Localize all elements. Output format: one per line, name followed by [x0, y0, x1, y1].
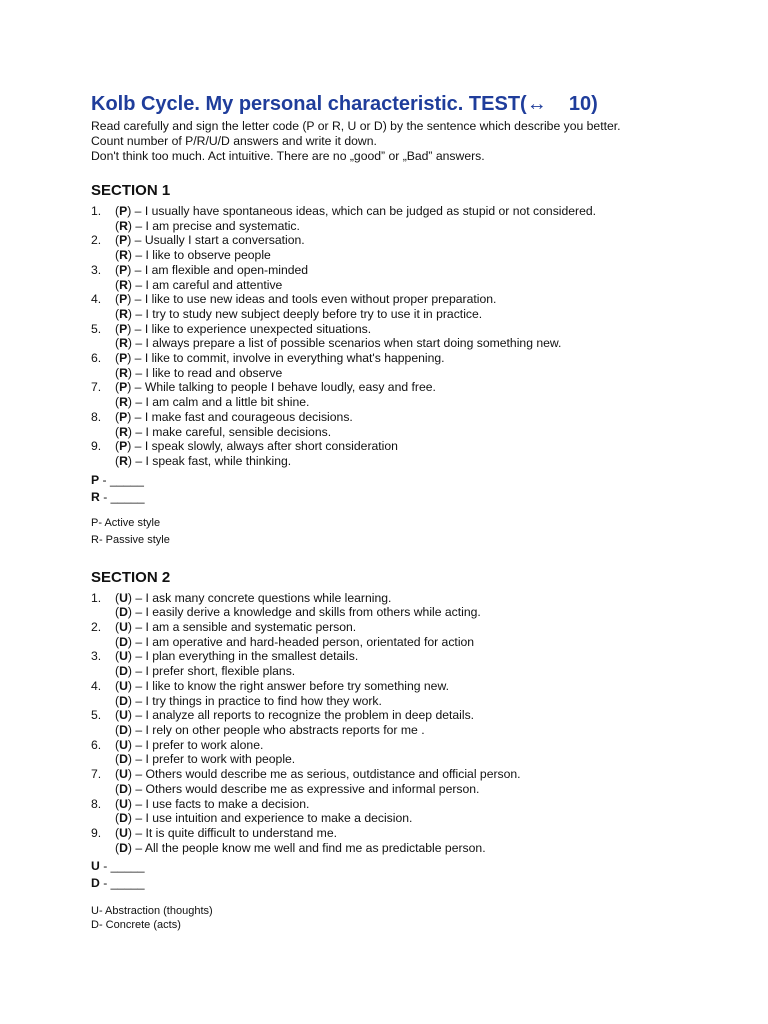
question-item — [91, 351, 751, 380]
tally-letter: U — [91, 859, 100, 874]
question-item — [91, 439, 751, 468]
answer-text: I speak fast, while thinking. — [145, 453, 292, 468]
answer-code: D — [119, 840, 128, 855]
answer-code: U — [119, 649, 128, 664]
question-number: 1. — [91, 204, 102, 218]
answer-option-second: (R) – I am calm and a little bit shine. — [115, 395, 310, 410]
answer-option-first: (P) – I like to experience unexpected situations. — [115, 321, 372, 336]
answer-option-first: (P) – I speak slowly, always after short consideration — [115, 439, 398, 454]
question-item — [91, 826, 751, 855]
answer-text: I prefer to work with people. — [145, 752, 296, 767]
answer-option-first: (P) – While talking to people I behave loudly, easy and free. — [115, 380, 436, 395]
question-item — [91, 380, 751, 409]
answer-option-second: (D) – I easily derive a knowledge and skills from others while acting. — [115, 605, 481, 620]
answer-text: I analyze all reports to recognize the problem in deep details. — [145, 708, 475, 723]
question-item — [91, 679, 751, 708]
answer-text: All the people know me well and find me as predictable person. — [144, 840, 486, 855]
answer-option-second: (D) – Others would describe me as expressive and informal person. — [115, 781, 480, 796]
answer-code: D — [119, 781, 128, 796]
legend — [91, 515, 751, 549]
answer-code: D — [119, 605, 128, 620]
answer-code: P — [119, 233, 128, 248]
answer-option-second: (D) – I use intuition and experience to make a decision. — [115, 811, 413, 826]
answer-option-first: (U) – Others would describe me as serious, outdistance and official person. — [115, 767, 521, 782]
legend-line: R- Passive style — [91, 533, 170, 546]
question-number: 7. — [91, 380, 102, 395]
tally-blank: - _____ — [99, 472, 144, 487]
answer-text: Others would describe me as serious, outdistance and official person. — [145, 767, 521, 782]
answer-code: U — [119, 737, 128, 752]
question-number: 9. — [91, 439, 102, 454]
answer-text: I usually have spontaneous ideas, which can be judged as stupid or not considered. — [144, 204, 597, 218]
answer-option-second: (D) – All the people know me well and find me as predictable person. — [115, 840, 486, 855]
answer-text: I prefer to work alone. — [145, 737, 264, 752]
answer-text: I speak slowly, always after short consideration — [144, 439, 398, 454]
answer-code: P — [119, 292, 128, 307]
answer-text: I rely on other people who abstracts reports for me . — [145, 722, 425, 737]
answer-option-first: (U) – I am a sensible and systematic person. — [115, 620, 357, 635]
answer-code: P — [119, 409, 128, 424]
tally — [91, 472, 751, 506]
document-title: Kolb Cycle. My personal characteristic. TEST(↔ 10) — [91, 93, 598, 115]
answer-text: I like to commit, involve in everything what's happening. — [144, 351, 445, 366]
answer-code: P — [119, 321, 128, 336]
answer-option-second: (R) – I like to read and observe — [115, 365, 283, 380]
tally-blank: - _____ — [99, 876, 145, 891]
section-heading: SECTION 1 — [91, 182, 171, 199]
question-number: 5. — [91, 708, 102, 723]
instruction-line: Count number of P/R/U/D answers and write it down. — [91, 134, 377, 148]
question-number: 3. — [91, 649, 102, 664]
legend-line: U- Abstraction (thoughts) — [91, 905, 213, 918]
question-number: 2. — [91, 233, 102, 248]
answer-code: R — [119, 395, 128, 410]
question-number: 6. — [91, 737, 102, 752]
answer-text: I always prepare a list of possible scenarios when start doing something new. — [145, 336, 562, 351]
answer-code: R — [119, 277, 128, 292]
question-item — [91, 204, 751, 233]
answer-option-second: (R) – I speak fast, while thinking. — [115, 453, 292, 468]
tally-blank: - _____ — [99, 859, 145, 874]
answer-option-second: (D) – I am operative and hard-headed person, orientated for action — [115, 634, 475, 649]
question-list — [91, 204, 751, 469]
answer-code: U — [119, 590, 128, 605]
question-number: 1. — [91, 590, 102, 605]
answer-text: I like to know the right answer before try something new. — [145, 678, 449, 693]
answer-code: U — [119, 708, 128, 723]
answer-code: P — [119, 351, 128, 366]
answer-option-second: (R) – I am precise and systematic. — [115, 218, 300, 233]
question-number: 4. — [91, 678, 102, 693]
answer-text: I am a sensible and systematic person. — [145, 620, 357, 635]
question-list — [91, 591, 751, 856]
answer-option-first: (U) – I use facts to make a decision. — [115, 796, 310, 811]
answer-code: P — [119, 439, 128, 454]
answer-code: R — [119, 424, 128, 439]
answer-text: Others would describe me as expressive and informal person. — [145, 781, 480, 796]
tally-line — [91, 858, 751, 875]
answer-option-first: (U) – It is quite difficult to understand me. — [115, 825, 337, 840]
answer-option-first: (P) – I usually have spontaneous ideas, which can be judged as stupid or not considered. — [115, 204, 597, 218]
answer-option-first: (U) – I prefer to work alone. — [115, 737, 264, 752]
question-number: 2. — [91, 620, 102, 635]
question-number: 3. — [91, 262, 102, 277]
answer-text: I ask many concrete questions while learning. — [145, 590, 392, 605]
question-number: 6. — [91, 351, 102, 366]
question-number: 8. — [91, 409, 102, 424]
question-item — [91, 797, 751, 826]
answer-option-first: (U) – I like to know the right answer before try something new. — [115, 678, 449, 693]
question-item — [91, 233, 751, 262]
answer-option-second: (R) – I make careful, sensible decisions. — [115, 424, 332, 439]
question-item — [91, 591, 751, 620]
question-item — [91, 649, 751, 678]
answer-text: I prefer short, flexible plans. — [145, 664, 296, 679]
question-item — [91, 322, 751, 351]
answer-option-second: (D) – I try things in practice to find how they work. — [115, 693, 382, 708]
answer-text: I am operative and hard-headed person, orientated for action — [145, 634, 475, 649]
answer-text: I try to study new subject deeply before try to use it in practice. — [145, 306, 483, 321]
instruction-line: Read carefully and sign the letter code (P or R, U or D) by the sentence which describe you better. — [91, 119, 621, 133]
answer-code: R — [119, 306, 128, 321]
question-number: 7. — [91, 767, 102, 782]
answer-option-second: (D) – I prefer to work with people. — [115, 752, 296, 767]
answer-code: D — [119, 693, 128, 708]
answer-text: I am flexible and open-minded — [144, 262, 309, 277]
answer-option-second: (R) – I try to study new subject deeply before try to use it in practice. — [115, 306, 483, 321]
answer-option-first: (U) – I plan everything in the smallest details. — [115, 649, 359, 664]
answer-option-first: (P) – Usually I start a conversation. — [115, 233, 305, 248]
answer-option-second: (D) – I prefer short, flexible plans. — [115, 664, 296, 679]
answer-option-second: (R) – I always prepare a list of possible scenarios when start doing something new. — [115, 336, 562, 351]
answer-option-first: (P) – I like to commit, involve in everything what's happening. — [115, 351, 445, 366]
answer-text: I am careful and attentive — [145, 277, 283, 292]
answer-code: D — [119, 722, 128, 737]
answer-option-first: (P) – I make fast and courageous decisions. — [115, 409, 353, 424]
question-number: 5. — [91, 321, 102, 336]
answer-text: I am precise and systematic. — [145, 218, 300, 233]
question-item — [91, 708, 751, 737]
answer-text: It is quite difficult to understand me. — [145, 825, 337, 840]
answer-option-second: (R) – I am careful and attentive — [115, 277, 283, 292]
answer-code: D — [119, 634, 128, 649]
tally-line — [91, 489, 751, 506]
answer-text: I easily derive a knowledge and skills from others while acting. — [145, 605, 481, 620]
tally-line — [91, 472, 751, 489]
answer-code: U — [119, 620, 128, 635]
tally-letter: D — [91, 876, 100, 891]
question-item — [91, 738, 751, 767]
answer-code: P — [119, 380, 128, 395]
answer-code: R — [119, 453, 128, 468]
answer-option-second: (D) – I rely on other people who abstracts reports for me . — [115, 722, 425, 737]
tally-blank: - _____ — [99, 489, 145, 504]
section-heading: SECTION 2 — [91, 568, 171, 586]
question-item — [91, 410, 751, 439]
answer-text: I am calm and a little bit shine. — [145, 395, 310, 410]
answer-code: U — [119, 678, 128, 693]
answer-text: I plan everything in the smallest details. — [145, 649, 359, 664]
section-1 — [91, 182, 751, 549]
answer-text: I like to read and observe — [145, 365, 283, 380]
answer-text: I make fast and courageous decisions. — [144, 409, 353, 424]
legend — [91, 904, 751, 932]
question-item — [91, 767, 751, 796]
answer-text: I try things in practice to find how they work. — [145, 693, 382, 708]
answer-code: P — [119, 204, 128, 218]
tally — [91, 858, 751, 892]
answer-text: I use facts to make a decision. — [145, 796, 310, 811]
question-number: 9. — [91, 825, 102, 840]
answer-code: D — [119, 752, 128, 767]
answer-option-first: (P) – I am flexible and open-minded — [115, 262, 309, 277]
answer-code: D — [119, 664, 128, 679]
answer-code: R — [119, 336, 128, 351]
question-item — [91, 620, 751, 649]
answer-code: U — [119, 767, 128, 782]
instruction-line: Don't think too much. Act intuitive. There are no „good” or „Bad” answers. — [91, 149, 485, 163]
tally-line — [91, 875, 751, 892]
answer-option-first: (U) – I analyze all reports to recognize the problem in deep details. — [115, 708, 475, 723]
answer-option-first: (P) – I like to use new ideas and tools even without proper preparation. — [115, 292, 497, 307]
answer-text: I like to observe people — [145, 248, 271, 263]
question-item — [91, 263, 751, 292]
answer-code: U — [119, 796, 128, 811]
answer-text: I like to use new ideas and tools even without proper preparation. — [144, 292, 497, 307]
legend-line: P- Active style — [91, 516, 161, 529]
answer-code: R — [119, 365, 128, 380]
answer-option-first: (U) – I ask many concrete questions while learning. — [115, 590, 392, 605]
question-number: 4. — [91, 292, 102, 307]
instructions — [91, 119, 751, 164]
question-item — [91, 292, 751, 321]
section-2 — [91, 569, 751, 933]
answer-code: R — [119, 248, 128, 263]
answer-text: I make careful, sensible decisions. — [145, 424, 332, 439]
answer-code: P — [119, 262, 128, 277]
legend-line: D- Concrete (acts) — [91, 919, 181, 932]
answer-code: U — [119, 825, 128, 840]
tally-letter: P — [91, 472, 100, 487]
answer-code: D — [119, 811, 128, 826]
question-number: 8. — [91, 796, 102, 811]
test-document — [91, 92, 751, 932]
answer-text: I use intuition and experience to make a decision. — [145, 811, 413, 826]
answer-option-second: (R) – I like to observe people — [115, 248, 271, 263]
answer-code: R — [119, 218, 128, 233]
answer-text: I like to experience unexpected situations. — [144, 321, 372, 336]
answer-text: While talking to people I behave loudly, easy and free. — [144, 380, 436, 395]
answer-text: Usually I start a conversation. — [144, 233, 305, 248]
tally-letter: R — [91, 489, 100, 504]
